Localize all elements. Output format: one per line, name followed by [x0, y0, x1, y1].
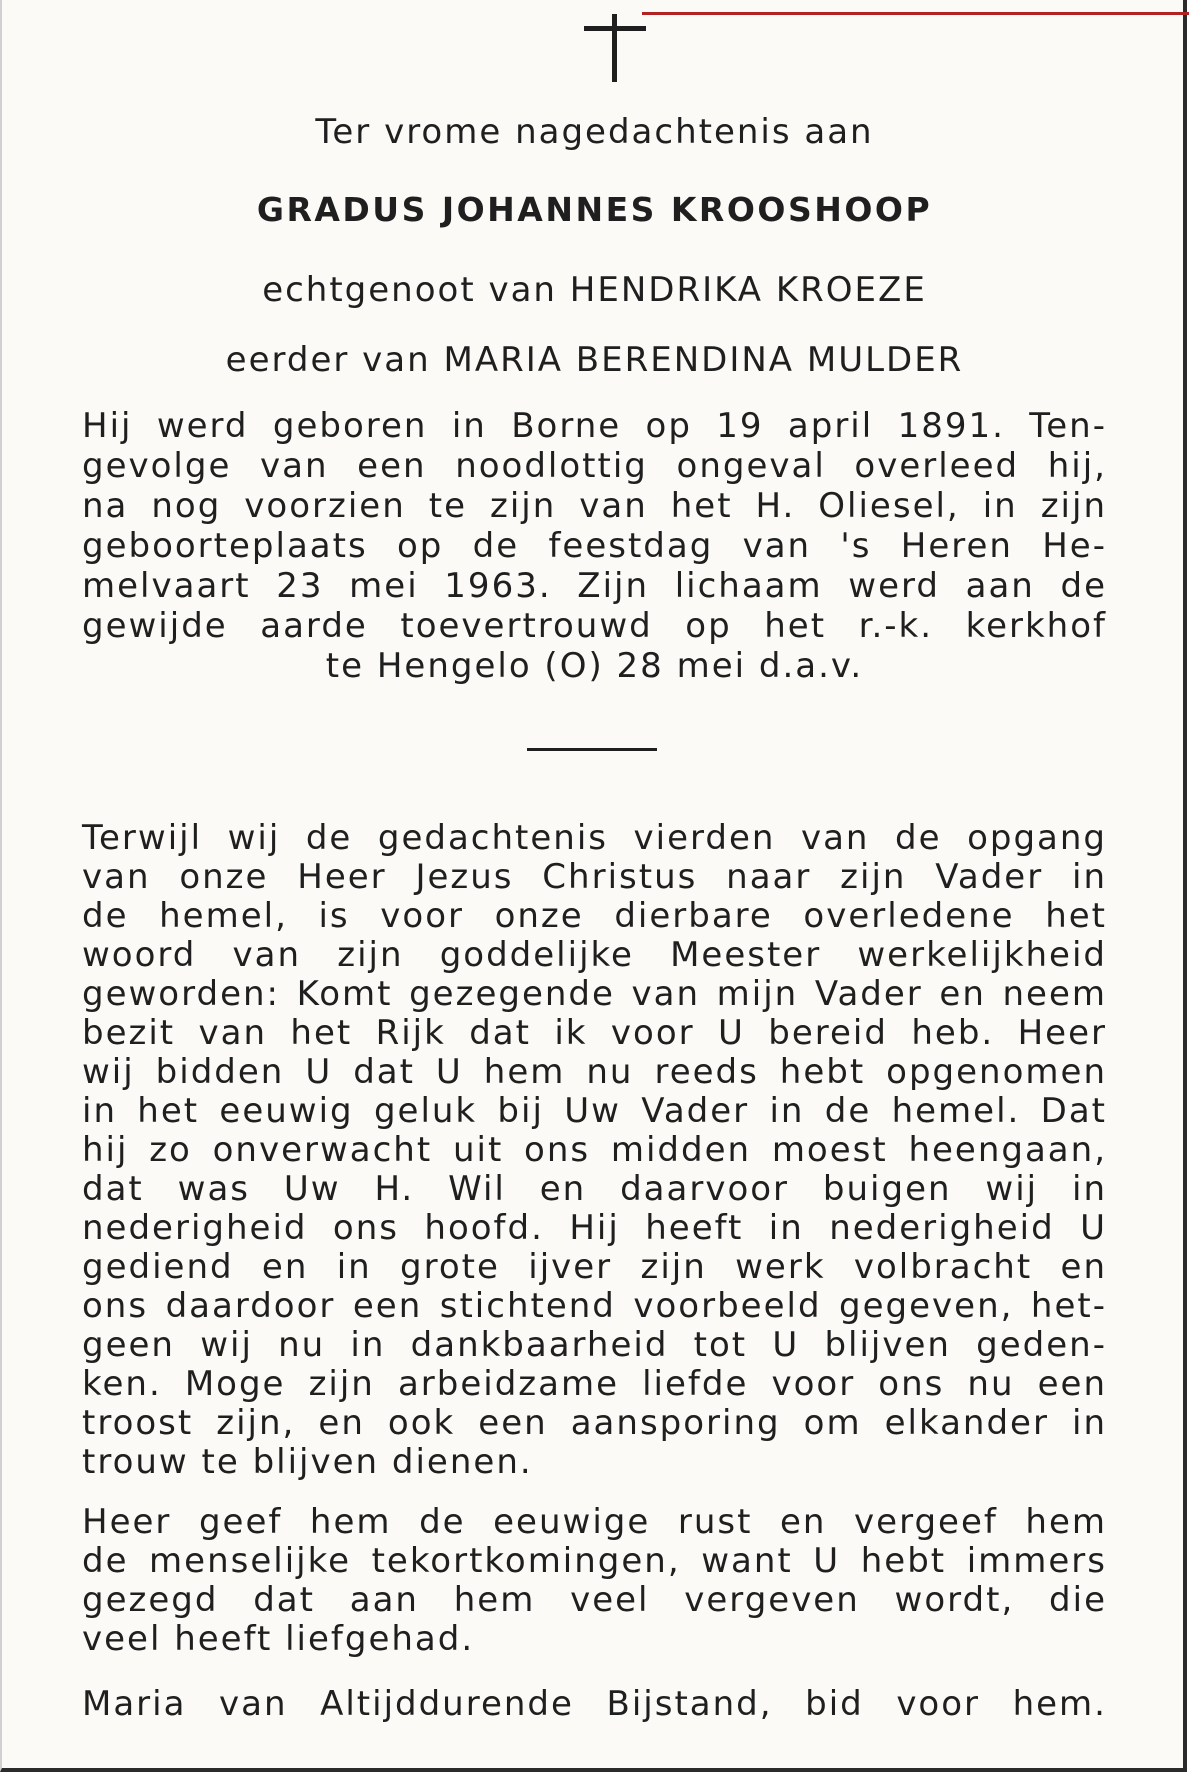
prayer-line: trouw te blijven dienen.: [82, 1442, 533, 1482]
closing-line: de menselijke tekortkomingen, want U hebt immers: [82, 1541, 1107, 1581]
biography-line: gewijde aarde toevertrouwd op het r.-k. kerkhof: [82, 606, 1107, 646]
biography-line: Hij werd geboren in Borne op 19 april 1891. Ten-: [82, 406, 1107, 446]
biography-line: na nog voorzien te zijn van het H. Oliesel, in zijn: [82, 486, 1107, 526]
prayer-line: geen wij nu in dankbaarheid tot U blijven geden-: [82, 1325, 1107, 1365]
prayer-line: Terwijl wij de gedachtenis vierden van de opgang: [82, 818, 1107, 858]
divider-rule: [527, 748, 657, 751]
intro-line: Ter vrome nagedachtenis aan: [315, 112, 874, 152]
prayer-line: wij bidden U dat U hem nu reeds hebt opgenomen: [82, 1052, 1107, 1092]
prayer-line: de hemel, is voor onze dierbare overledene het: [82, 896, 1107, 936]
prayer-line: ons daardoor een stichtend voorbeeld gegeven, het-: [82, 1286, 1107, 1326]
top-edge-line: [642, 12, 1189, 15]
biography-line: geboorteplaats op de feestdag van 's Heren He-: [82, 526, 1107, 566]
invocation-line: Maria van Altijddurende Bijstand, bid voor hem.: [82, 1684, 1107, 1724]
deceased-name: GRADUS JOHANNES KROOSHOOP: [256, 190, 933, 229]
closing-line: veel heeft liefgehad.: [82, 1619, 475, 1659]
former-spouse-line: eerder van MARIA BERENDINA MULDER: [225, 340, 964, 380]
prayer-line: woord van zijn goddelijke Meester werkelijkheid: [82, 935, 1107, 975]
prayer-line: gediend en in grote ijver zijn werk volbracht en: [82, 1247, 1107, 1287]
biography-line: te Hengelo (O) 28 mei d.a.v.: [325, 646, 864, 686]
prayer-line: ken. Moge zijn arbeidzame liefde voor ons nu een: [82, 1364, 1107, 1404]
prayer-line: nederigheid ons hoofd. Hij heeft in nederigheid U: [82, 1208, 1107, 1248]
prayer-line: geworden: Komt gezegende van mijn Vader en neem: [82, 974, 1107, 1014]
prayer-line: troost zijn, en ook een aansporing om elkander in: [82, 1403, 1107, 1443]
prayer-line: van onze Heer Jezus Christus naar zijn Vader in: [82, 857, 1107, 897]
closing-line: gezegd dat aan hem veel vergeven wordt, die: [82, 1580, 1107, 1620]
prayer-line: hij zo onverwacht uit ons midden moest heengaan,: [82, 1130, 1107, 1170]
biography-line: gevolge van een noodlottig ongeval overleed hij,: [82, 446, 1107, 486]
closing-line: Heer geef hem de eeuwige rust en vergeef hem: [82, 1502, 1107, 1542]
cross-icon: [580, 14, 650, 82]
biography-line: melvaart 23 mei 1963. Zijn lichaam werd aan de: [82, 566, 1107, 606]
prayer-line: dat was Uw H. Wil en daarvoor buigen wij in: [82, 1169, 1107, 1209]
prayer-line: in het eeuwig geluk bij Uw Vader in de hemel. Dat: [82, 1091, 1107, 1131]
prayer-line: bezit van het Rijk dat ik voor U bereid heb. Heer: [82, 1013, 1107, 1053]
spouse-line: echtgenoot van HENDRIKA KROEZE: [262, 270, 927, 310]
